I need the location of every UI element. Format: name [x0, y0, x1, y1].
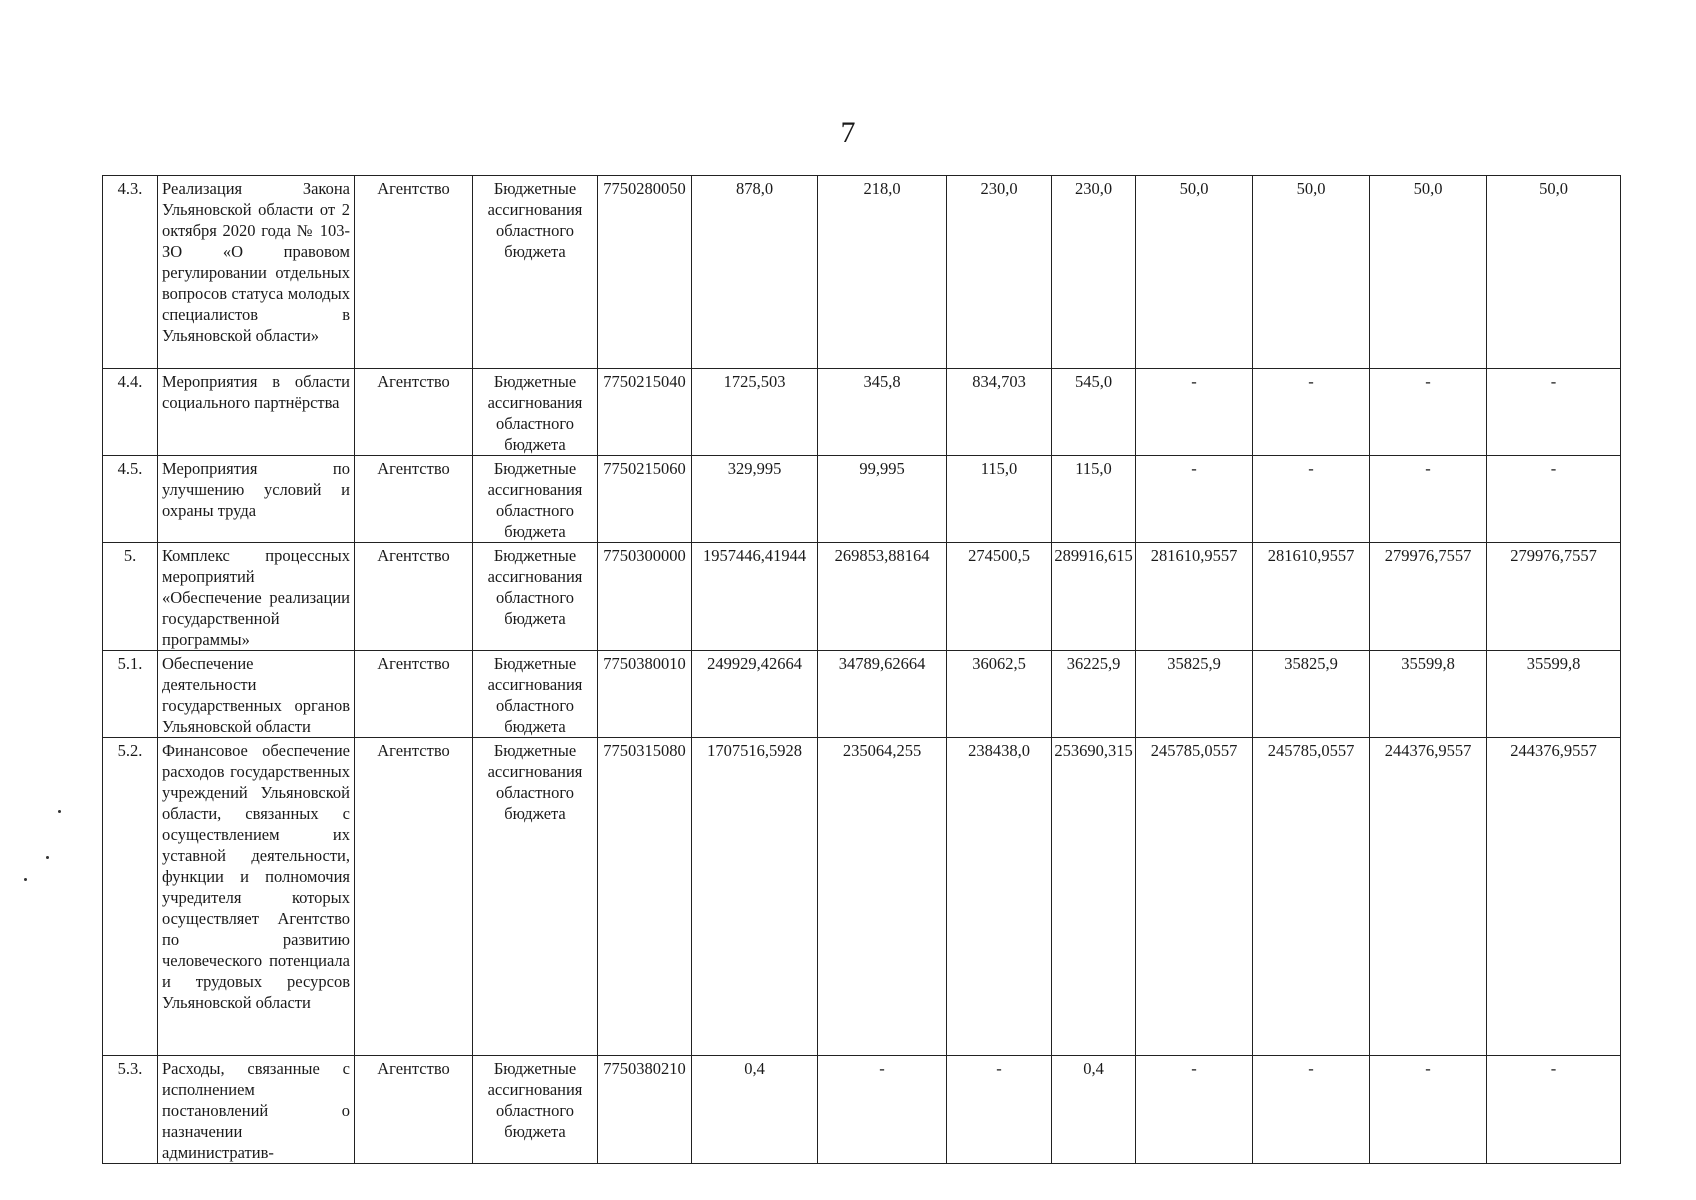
executor: Агентство	[355, 738, 473, 1056]
amount-cell: -	[1487, 1056, 1621, 1164]
measure-name: Мероприятия по улучшению условий и охраны труда	[158, 456, 355, 543]
amount-cell: 115,0	[947, 456, 1052, 543]
amount-cell: 279976,7557	[1487, 543, 1621, 651]
row-number: 4.5.	[103, 456, 158, 543]
table-row	[103, 543, 1621, 651]
amount-cell: 1725,503	[692, 369, 818, 456]
amount-cell: 245785,0557	[1253, 738, 1370, 1056]
amount-cell: 281610,9557	[1136, 543, 1253, 651]
amount-cell: 35599,8	[1370, 651, 1487, 738]
table-row	[103, 176, 1621, 369]
amount-cell: 329,995	[692, 456, 818, 543]
amount-cell: 834,703	[947, 369, 1052, 456]
amount-cell: 99,995	[818, 456, 947, 543]
amount-cell: -	[1136, 456, 1253, 543]
row-number: 5.2.	[103, 738, 158, 1056]
amount-cell: 281610,9557	[1253, 543, 1370, 651]
budget-code: 7750380010	[598, 651, 692, 738]
amount-cell: 50,0	[1253, 176, 1370, 369]
executor: Агентство	[355, 176, 473, 369]
budget-table	[102, 175, 1621, 1164]
amount-cell: 34789,62664	[818, 651, 947, 738]
executor: Агентство	[355, 369, 473, 456]
amount-cell: -	[947, 1056, 1052, 1164]
amount-cell: -	[1253, 456, 1370, 543]
amount-cell: 244376,9557	[1370, 738, 1487, 1056]
amount-cell: -	[1487, 456, 1621, 543]
table-row	[103, 1056, 1621, 1164]
amount-cell: 279976,7557	[1370, 543, 1487, 651]
amount-cell: 36225,9	[1052, 651, 1136, 738]
funding-source: Бюджетные ассигнования областного бюджета	[473, 369, 598, 456]
measure-name: Обеспечение деятельности государственных органов Ульяновской области	[158, 651, 355, 738]
measure-name: Мероприятия в области социального партнёрства	[158, 369, 355, 456]
executor: Агентство	[355, 543, 473, 651]
scan-mark	[46, 856, 49, 859]
amount-cell: 50,0	[1370, 176, 1487, 369]
amount-cell: 50,0	[1487, 176, 1621, 369]
executor: Агентство	[355, 1056, 473, 1164]
amount-cell: 35825,9	[1253, 651, 1370, 738]
budget-code: 7750215040	[598, 369, 692, 456]
amount-cell: -	[1136, 369, 1253, 456]
amount-cell: 35599,8	[1487, 651, 1621, 738]
amount-cell: 244376,9557	[1487, 738, 1621, 1056]
amount-cell: 218,0	[818, 176, 947, 369]
amount-cell: 545,0	[1052, 369, 1136, 456]
row-number: 5.1.	[103, 651, 158, 738]
amount-cell: 289916,615	[1052, 543, 1136, 651]
funding-source: Бюджетные ассигнования областного бюджета	[473, 176, 598, 369]
amount-cell: 238438,0	[947, 738, 1052, 1056]
amount-cell: 274500,5	[947, 543, 1052, 651]
amount-cell: 0,4	[1052, 1056, 1136, 1164]
funding-source: Бюджетные ассигнования областного бюджета	[473, 1056, 598, 1164]
funding-source: Бюджетные ассигнования областного бюджета	[473, 543, 598, 651]
amount-cell: 1707516,5928	[692, 738, 818, 1056]
funding-source: Бюджетные ассигнования областного бюджета	[473, 738, 598, 1056]
row-number: 4.4.	[103, 369, 158, 456]
funding-source: Бюджетные ассигнования областного бюджета	[473, 456, 598, 543]
scan-mark	[58, 810, 61, 813]
amount-cell: -	[1487, 369, 1621, 456]
table-row	[103, 738, 1621, 1056]
amount-cell: 1957446,41944	[692, 543, 818, 651]
row-number: 5.	[103, 543, 158, 651]
row-number: 4.3.	[103, 176, 158, 369]
amount-cell: -	[1370, 369, 1487, 456]
amount-cell: 249929,42664	[692, 651, 818, 738]
row-number: 5.3.	[103, 1056, 158, 1164]
table-row	[103, 456, 1621, 543]
amount-cell: 50,0	[1136, 176, 1253, 369]
amount-cell: 878,0	[692, 176, 818, 369]
measure-name: Комплекс процессных мероприятий «Обеспечение реализации государственной программы»	[158, 543, 355, 651]
budget-code: 7750215060	[598, 456, 692, 543]
amount-cell: -	[1136, 1056, 1253, 1164]
amount-cell: 253690,315	[1052, 738, 1136, 1056]
budget-code: 7750380210	[598, 1056, 692, 1164]
amount-cell: 245785,0557	[1136, 738, 1253, 1056]
page-number: 7	[840, 116, 856, 149]
funding-source: Бюджетные ассигнования областного бюджета	[473, 651, 598, 738]
table-row	[103, 651, 1621, 738]
budget-code: 7750315080	[598, 738, 692, 1056]
amount-cell: -	[1253, 369, 1370, 456]
amount-cell: 35825,9	[1136, 651, 1253, 738]
table-row	[103, 369, 1621, 456]
amount-cell: 345,8	[818, 369, 947, 456]
budget-code: 7750300000	[598, 543, 692, 651]
executor: Агентство	[355, 456, 473, 543]
amount-cell: 0,4	[692, 1056, 818, 1164]
amount-cell: 230,0	[947, 176, 1052, 369]
amount-cell: -	[1253, 1056, 1370, 1164]
amount-cell: -	[1370, 456, 1487, 543]
budget-code: 7750280050	[598, 176, 692, 369]
amount-cell: 230,0	[1052, 176, 1136, 369]
measure-name: Реализация Закона Ульяновской области от 2 октября 2020 года № 103-ЗО «О правовом регулировании отдельных вопросов статуса молодых специалистов в Ульяновской области»	[158, 176, 355, 369]
amount-cell: 36062,5	[947, 651, 1052, 738]
measure-name: Расходы, связанные с исполнением постановлений о назначении административ-	[158, 1056, 355, 1164]
executor: Агентство	[355, 651, 473, 738]
amount-cell: -	[1370, 1056, 1487, 1164]
measure-name: Финансовое обеспечение расходов государственных учреждений Ульяновской области, связанных с осуществлением их уставной деятельности, функции и полномочия учредителя которых осуществляет Агентство по развитию человеческого потенциала и трудовых ресурсов Ульяновской области	[158, 738, 355, 1056]
amount-cell: 269853,88164	[818, 543, 947, 651]
amount-cell: -	[818, 1056, 947, 1164]
amount-cell: 235064,255	[818, 738, 947, 1056]
amount-cell: 115,0	[1052, 456, 1136, 543]
scan-mark	[24, 878, 27, 881]
